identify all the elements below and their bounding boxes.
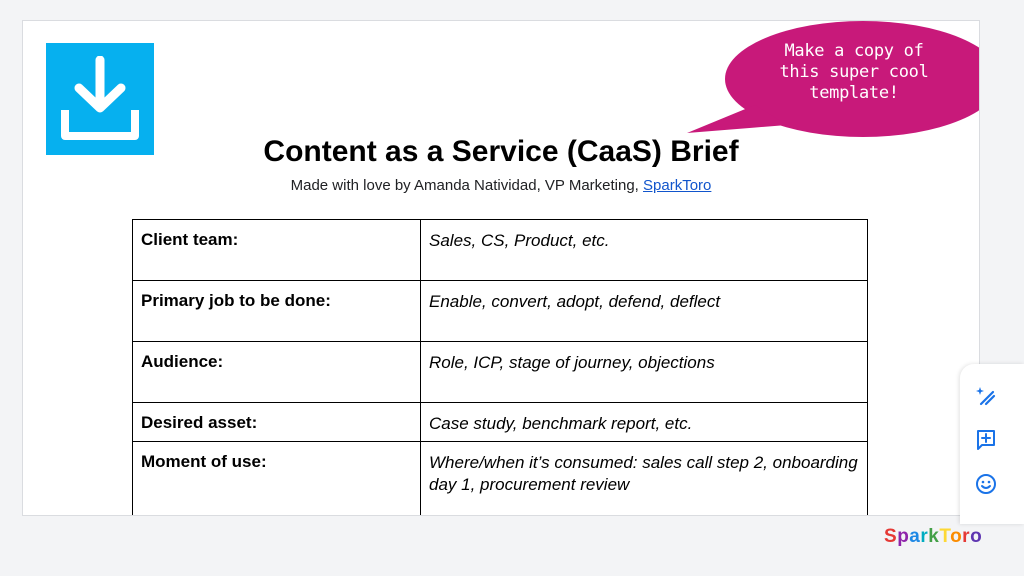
- subtitle-text: Made with love by Amanda Natividad, VP Marketing,: [290, 177, 644, 194]
- row-value[interactable]: Sales, CS, Product, etc.: [421, 220, 868, 281]
- page-title: Content as a Service (CaaS) Brief: [263, 135, 739, 168]
- table-row: [133, 220, 868, 281]
- emoji-icon: [974, 472, 998, 496]
- brief-table: [132, 219, 868, 516]
- sparktoro-link[interactable]: SparkToro: [643, 177, 712, 194]
- side-action-rail: [960, 364, 1024, 524]
- logo-letter: p: [897, 526, 910, 547]
- table-row: [133, 281, 868, 342]
- logo-letter: r: [962, 526, 971, 547]
- row-value[interactable]: Enable, convert, adopt, defend, deflect: [421, 281, 868, 342]
- sparkle-pen-icon: [974, 384, 998, 408]
- logo-letter: k: [928, 526, 940, 547]
- document-page: [22, 20, 980, 516]
- table-row: [133, 403, 868, 442]
- row-value[interactable]: Role, ICP, stage of journey, objections: [421, 342, 868, 403]
- sparktoro-logo: [884, 526, 982, 548]
- logo-letter: o: [950, 526, 963, 547]
- help-me-write-button[interactable]: [972, 382, 1000, 410]
- row-label: Primary job to be done:: [133, 281, 421, 342]
- add-comment-icon: [974, 428, 998, 452]
- logo-letter: S: [884, 526, 898, 547]
- table-row: [133, 342, 868, 403]
- callout-text: Make a copy of this super cool template!: [779, 41, 929, 103]
- row-label: Audience:: [133, 342, 421, 403]
- page-subtitle: [23, 177, 979, 194]
- add-comment-button[interactable]: [972, 426, 1000, 454]
- download-icon: [59, 56, 141, 142]
- table-row: [133, 442, 868, 517]
- logo-letter: r: [920, 526, 929, 547]
- logo-letter: o: [970, 526, 983, 547]
- logo-letter: T: [939, 526, 951, 547]
- logo-letter: a: [909, 526, 921, 547]
- row-label: Moment of use:: [133, 442, 421, 517]
- row-label: Client team:: [133, 220, 421, 281]
- row-value[interactable]: Where/when it’s consumed: sales call step 2, onboarding day 1, procurement review: [421, 442, 868, 517]
- row-label: Desired asset:: [133, 403, 421, 442]
- row-value[interactable]: Case study, benchmark report, etc.: [421, 403, 868, 442]
- add-emoji-reaction-button[interactable]: [972, 470, 1000, 498]
